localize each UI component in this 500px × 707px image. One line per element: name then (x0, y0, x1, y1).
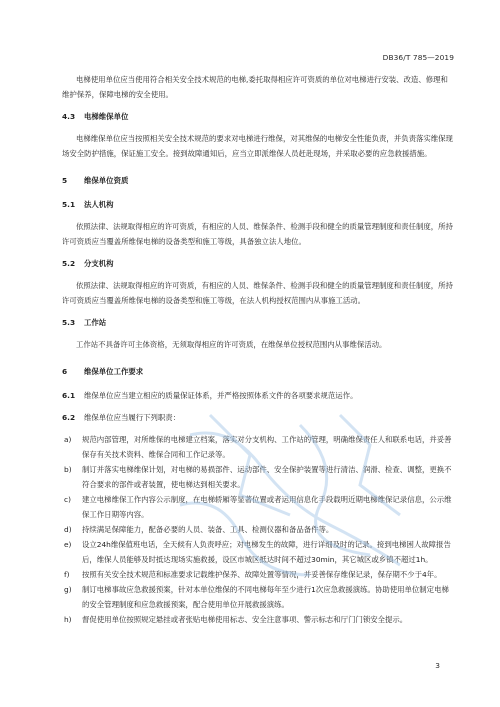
list-item-label: a) (64, 435, 72, 444)
list-item-label: d) (64, 525, 72, 534)
section-number: 5.1 (62, 200, 76, 209)
list-item (62, 537, 454, 567)
intro-paragraph: 电梯使用单位应当使用符合相关安全技术规范的电梯,委托取得相应许可资质的单位对电梯进行安装、改造、修理和维护保养，保障电梯的安全使用。 (62, 75, 448, 99)
section-6-2-text: 维保单位应当履行下列职责： (84, 413, 181, 422)
list-item-text: 按照有关安全技术规范和标准要求记载维护保养、故障处置等情况，并妥善保存维保记录，保存期不少于4年。 (82, 570, 442, 579)
section-4-3-text: 电梯维保单位应当按照相关安全技术规范的要求对电梯进行维保，对其维保的电梯安全性能负责，并负责落实维保现场安全防护措施，保证施工安全。接到故障通知后，应当立即派维保人员赶赴现场，并采取必要的应急救援措施。 (62, 134, 453, 158)
section-number: 6.1 (62, 391, 76, 400)
section-number: 5 (62, 176, 68, 185)
section-5-1-text: 依照法律、法规取得相应的许可资质，有相应的人员、维保条件、检测手段和健全的质量管理制度和责任制度，所持许可资质应当覆盖所维保电梯的设备类型和施工等级，具备独立法人地位。 (62, 222, 453, 246)
list-item-text: 督促使用单位按照规定悬挂或者张贴电梯使用标志、安全注意事项、警示标志和厅门门锁安全提示。 (82, 615, 408, 624)
list-item-label: h) (64, 615, 72, 624)
section-5-2-text: 依照法律、法规取得相应的许可资质，有相应的人员、维保条件、检测手段和健全的质量管理制度和责任制度，所持许可资质应当覆盖所维保电梯的设备类型和施工等级，在法人机构授权范围内从事施工活动。 (62, 281, 453, 305)
list-item-label: g) (64, 585, 72, 594)
section-6-2 (62, 410, 454, 425)
section-6-heading (62, 364, 454, 379)
section-title: 电梯维保单位 (84, 112, 129, 121)
list-item (62, 492, 454, 522)
section-number: 6 (62, 367, 68, 376)
section-5-3-text: 工作站不具备许可主体资格，无须取得相应的许可资质，在维保单位授权范围内从事维保活动。 (76, 340, 387, 349)
section-number: 4.3 (62, 112, 76, 121)
list-item-text: 制订并落实电梯维保计划，对电梯的易损部件、运动部件、安全保护装置等进行清洁、润滑、检查、调整，更换不符合要求的部件或者装置，使电梯达到相关要求。 (82, 465, 452, 489)
list-item-label: b) (64, 465, 72, 474)
section-number: 6.2 (62, 413, 76, 422)
list-item-text: 规范内部管理，对所维保的电梯建立档案，落实对分支机构、工作站的管理，明确维保责任人和联系电话，并妥善保存有关技术资料、维保合同和工作记录等。 (82, 435, 452, 459)
section-6-1-text: 维保单位应当建立相应的质量保证体系，并严格按照体系文件的各项要求规范运作。 (84, 391, 358, 400)
list-item (62, 567, 454, 582)
section-5-2-heading (62, 256, 454, 271)
section-number: 5.3 (62, 318, 76, 327)
list-item-label: c) (64, 495, 71, 504)
list-item-text: 设立24h维保值班电话，全天候有人负责呼应；对电梯发生的故障，进行详细及时的记录。接到电梯困人故障报告后，维保人员能够及时抵达现场实施救援，设区市城区抵达时间不超过30min，其它城区或乡镇不超过1h。 (82, 540, 451, 564)
list-item-label: f) (64, 570, 70, 579)
list-item (62, 522, 454, 537)
list-item (62, 432, 454, 462)
standard-number: DB36/T 785—2019 (382, 53, 454, 62)
document-body (62, 72, 454, 627)
section-5-1-heading (62, 197, 454, 212)
section-5-heading (62, 173, 454, 188)
list-item (62, 462, 454, 492)
page-number: 3 (435, 661, 440, 670)
list-item-text: 建立电梯维保工作内容公示制度，在电梯轿厢等显著位置或者运用信息化手段载明近期电梯维保记录信息，公示维保工作日期等内容。 (82, 495, 452, 519)
duty-list (62, 432, 454, 627)
section-5-3-heading (62, 315, 454, 330)
list-item (62, 582, 454, 612)
section-number: 5.2 (62, 259, 76, 268)
section-title: 分支机构 (84, 259, 114, 268)
list-item-label: e) (64, 540, 72, 549)
section-title: 维保单位工作要求 (84, 367, 144, 376)
section-4-3-heading (62, 109, 454, 124)
list-item-text: 持续满足保障能力，配备必要的人员、装备、工具、检测仪器和备品备件等。 (82, 525, 334, 534)
list-item-text: 制订电梯事故应急救援预案，针对本单位维保的不同电梯每年至少进行1次应急救援演练。协助使用单位制定电梯的安全管理制度和应急救援预案，配合使用单位开展救援演练。 (82, 585, 449, 609)
section-title: 维保单位资质 (84, 176, 129, 185)
section-6-1 (62, 388, 454, 403)
section-title: 法人机构 (84, 200, 114, 209)
section-title: 工作站 (84, 318, 107, 327)
list-item (62, 612, 454, 627)
